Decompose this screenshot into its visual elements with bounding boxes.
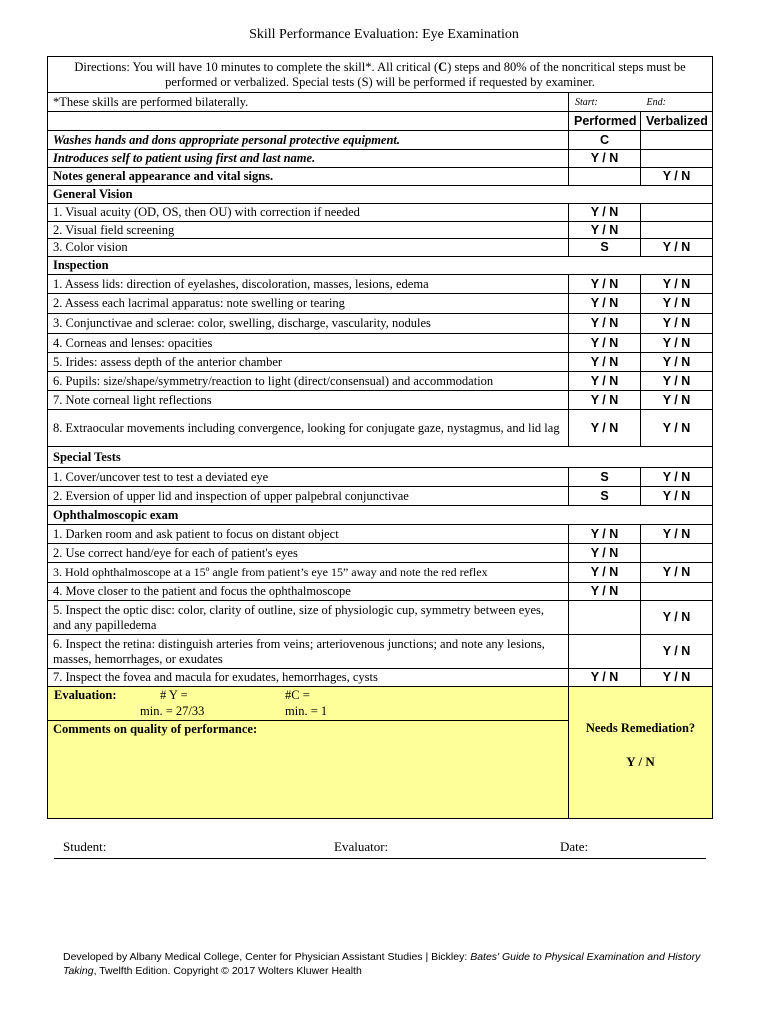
performed-cell[interactable]: Y / N — [569, 294, 641, 314]
table-row — [48, 487, 713, 506]
table-row — [48, 168, 713, 186]
performed-cell[interactable]: Y / N — [569, 669, 641, 687]
step-text: 7. Inspect the fovea and macula for exudates, hemorrhages, cysts — [48, 669, 569, 687]
c-minimum: min. = 1 — [285, 704, 328, 718]
performed-cell[interactable]: Y / N — [569, 563, 641, 583]
table-row — [48, 275, 713, 294]
table-row — [48, 222, 713, 239]
verbalized-cell[interactable]: Y / N — [641, 468, 713, 487]
section-heading-row — [48, 447, 713, 468]
start-time-field[interactable]: Start: — [569, 93, 641, 112]
comments-field[interactable] — [48, 721, 569, 819]
step-text: 7. Note corneal light reflections — [48, 391, 569, 410]
section-inspection: Inspection — [48, 257, 713, 275]
performed-cell[interactable]: Y / N — [569, 222, 641, 239]
verbalized-cell[interactable]: Y / N — [641, 410, 713, 447]
directions-row — [48, 57, 713, 93]
verbalized-cell[interactable]: Y / N — [641, 334, 713, 353]
y-minimum: min. = 27/33 — [140, 704, 205, 718]
verbalized-cell[interactable]: Y / N — [641, 353, 713, 372]
step-text: 1. Assess lids: direction of eyelashes, discoloration, masses, lesions, edema — [48, 275, 569, 294]
verbalized-cell[interactable]: Y / N — [641, 275, 713, 294]
c-count-label: #C = — [285, 688, 310, 702]
verbalized-cell[interactable]: Y / N — [641, 563, 713, 583]
bilateral-row — [48, 93, 713, 112]
performed-cell[interactable]: Y / N — [569, 150, 641, 168]
section-heading-row — [48, 506, 713, 525]
signature-line — [54, 834, 706, 859]
table-row — [48, 131, 713, 150]
step-text: 2. Eversion of upper lid and inspection of upper palpebral conjunctivae — [48, 487, 569, 506]
table-row — [48, 391, 713, 410]
step-text: 3. Color vision — [48, 239, 569, 257]
verbalized-cell[interactable] — [641, 544, 713, 563]
table-row — [48, 150, 713, 168]
table-row — [48, 583, 713, 601]
evaluation-label: Evaluation: — [54, 688, 117, 702]
evaluation-table — [47, 56, 713, 819]
end-time-field[interactable]: End: — [641, 93, 713, 112]
step-text: 6. Pupils: size/shape/symmetry/reaction to light (direct/consensual) and accommodation — [48, 372, 569, 391]
table-row — [48, 544, 713, 563]
table-row — [48, 204, 713, 222]
verbalized-header: Verbalized — [641, 112, 713, 131]
verbalized-cell[interactable] — [641, 150, 713, 168]
performed-cell[interactable]: C — [569, 131, 641, 150]
verbalized-cell[interactable]: Y / N — [641, 168, 713, 186]
step-text: 3. Hold ophthalmoscope at a 15º angle from patient’s eye 15” away and note the red reflex — [48, 563, 569, 583]
performed-cell[interactable]: Y / N — [569, 275, 641, 294]
performed-cell[interactable]: Y / N — [569, 544, 641, 563]
performed-cell[interactable]: Y / N — [569, 583, 641, 601]
performed-cell[interactable]: Y / N — [569, 204, 641, 222]
section-heading-row — [48, 186, 713, 204]
verbalized-cell[interactable]: Y / N — [641, 314, 713, 334]
verbalized-cell[interactable]: Y / N — [641, 391, 713, 410]
step-text: 2. Assess each lacrimal apparatus: note swelling or tearing — [48, 294, 569, 314]
remediation-label: Needs Remediation? — [585, 721, 696, 735]
y-count-label: # Y = — [160, 688, 188, 702]
performed-cell[interactable]: S — [569, 468, 641, 487]
remediation-value[interactable]: Y / N — [626, 754, 655, 769]
step-text: 3. Conjunctivae and sclerae: color, swelling, discharge, vascularity, nodules — [48, 314, 569, 334]
comments-label: Comments on quality of performance: — [53, 722, 258, 736]
performed-cell[interactable]: Y / N — [569, 391, 641, 410]
step-text: Notes general appearance and vital signs. — [48, 168, 569, 186]
verbalized-cell[interactable]: Y / N — [641, 525, 713, 544]
step-text: 1. Visual acuity (OD, OS, then OU) with correction if needed — [48, 204, 569, 222]
step-text: 8. Extraocular movements including convergence, looking for conjugate gaze, nystagmus, and lid lag — [48, 410, 569, 447]
performed-cell[interactable]: Y / N — [569, 372, 641, 391]
performed-cell[interactable] — [569, 635, 641, 669]
table-row — [48, 601, 713, 635]
step-text: 4. Corneas and lenses: opacities — [48, 334, 569, 353]
performed-header: Performed — [569, 112, 641, 131]
verbalized-cell[interactable]: Y / N — [641, 294, 713, 314]
credit-footer: Developed by Albany Medical College, Center for Physician Assistant Studies | Bickley: Bates' Guide to Physical Examination and History Taking, Twelfth Edition. Copyright © 2017 Wolters Kluwer Health — [63, 951, 701, 977]
performed-cell[interactable]: Y / N — [569, 525, 641, 544]
table-row — [48, 635, 713, 669]
section-heading-row — [48, 257, 713, 275]
student-label[interactable]: Student: — [63, 839, 107, 854]
step-text: 1. Darken room and ask patient to focus on distant object — [48, 525, 569, 544]
table-row — [48, 353, 713, 372]
table-row — [48, 468, 713, 487]
step-text: 5. Inspect the optic disc: color, clarity of outline, size of physiologic cup, symmetry between eyes, and any papilledema — [48, 601, 569, 635]
table-row — [48, 525, 713, 544]
table-row — [48, 334, 713, 353]
step-text: 2. Visual field screening — [48, 222, 569, 239]
page-title: Skill Performance Evaluation: Eye Examination — [249, 27, 519, 42]
section-general-vision: General Vision — [48, 186, 713, 204]
step-text: 6. Inspect the retina: distinguish arteries from veins; arteriovenous junctions; and note any lesions, masses, hemorrhages, or exudates — [48, 635, 569, 669]
column-header-row — [48, 112, 713, 131]
evaluation-row — [48, 687, 713, 721]
verbalized-cell[interactable]: Y / N — [641, 372, 713, 391]
performed-cell[interactable] — [569, 601, 641, 635]
evaluator-label[interactable]: Evaluator: — [334, 839, 389, 854]
verbalized-cell[interactable] — [641, 131, 713, 150]
table-row — [48, 410, 713, 447]
performed-cell[interactable]: S — [569, 239, 641, 257]
performed-cell[interactable]: Y / N — [569, 314, 641, 334]
verbalized-cell[interactable] — [641, 204, 713, 222]
directions: Directions: You will have 10 minutes to complete the skill*. All critical (C) steps and 80% of the noncritical steps must be performed or verbalized. Special tests (S) will be performed if requested by examiner. — [48, 57, 713, 93]
step-text: Introduces self to patient using first and last name. — [48, 150, 569, 168]
step-text: 5. Irides: assess depth of the anterior chamber — [48, 353, 569, 372]
remediation-cell[interactable] — [569, 687, 713, 819]
step-text: 2. Use correct hand/eye for each of patient's eyes — [48, 544, 569, 563]
date-label[interactable]: Date: — [560, 839, 589, 854]
performed-cell[interactable]: S — [569, 487, 641, 506]
table-row — [48, 563, 713, 583]
verbalized-cell[interactable] — [641, 583, 713, 601]
step-text: 4. Move closer to the patient and focus the ophthalmoscope — [48, 583, 569, 601]
section-special-tests: Special Tests — [48, 447, 713, 468]
verbalized-cell[interactable] — [641, 222, 713, 239]
performed-cell[interactable]: Y / N — [569, 410, 641, 447]
verbalized-cell[interactable]: Y / N — [641, 487, 713, 506]
step-text: 1. Cover/uncover test to test a deviated eye — [48, 468, 569, 487]
performed-cell[interactable]: Y / N — [569, 334, 641, 353]
evaluation-cell[interactable] — [48, 687, 569, 721]
verbalized-cell[interactable]: Y / N — [641, 601, 713, 635]
table-row — [48, 314, 713, 334]
performed-cell[interactable] — [569, 168, 641, 186]
table-row — [48, 239, 713, 257]
bilateral-note: *These skills are performed bilaterally. — [48, 93, 569, 112]
verbalized-cell[interactable]: Y / N — [641, 669, 713, 687]
book-title: Bates' Guide to Physical Examination and History Taking — [63, 951, 701, 977]
table-row — [48, 372, 713, 391]
table-row — [48, 294, 713, 314]
verbalized-cell[interactable]: Y / N — [641, 239, 713, 257]
table-row — [48, 669, 713, 687]
step-text: Washes hands and dons appropriate personal protective equipment. — [48, 131, 569, 150]
section-ophthalmoscopic: Ophthalmoscopic exam — [48, 506, 713, 525]
verbalized-cell[interactable]: Y / N — [641, 635, 713, 669]
performed-cell[interactable]: Y / N — [569, 353, 641, 372]
